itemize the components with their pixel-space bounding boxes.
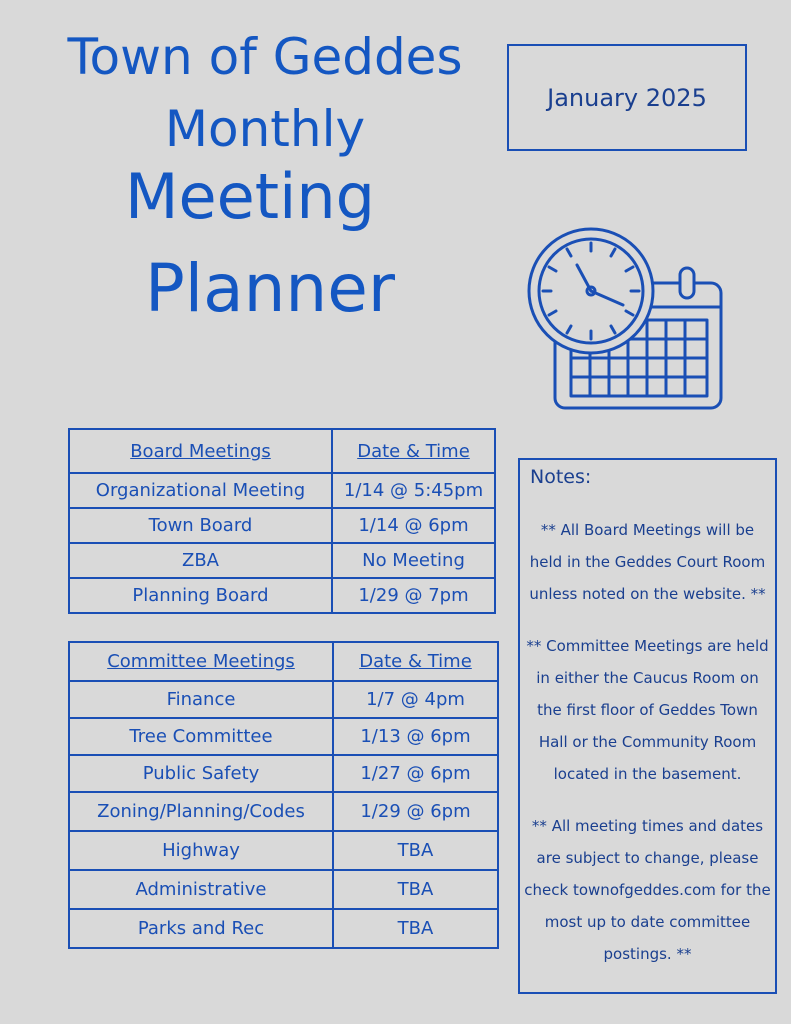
title-line-3: Meeting	[125, 160, 375, 233]
table-row	[69, 718, 498, 755]
meeting-name: ZBA	[69, 543, 332, 578]
note-subject-to-change: ** All meeting times and dates are subject to change, please check townofgeddes.com for the most up to date committee postings. **	[524, 817, 771, 963]
meeting-name: Zoning/Planning/Codes	[69, 792, 333, 831]
committee-header-date: Date & Time	[333, 642, 498, 681]
table-row	[69, 473, 495, 508]
notes-box	[518, 458, 777, 994]
meeting-date: TBA	[333, 909, 498, 948]
meeting-name: Town Board	[69, 508, 332, 543]
notes-heading: Notes:	[530, 466, 592, 488]
table-row	[69, 831, 498, 870]
meeting-date: No Meeting	[332, 543, 495, 578]
meeting-date: 1/14 @ 6pm	[332, 508, 495, 543]
table-row	[69, 578, 495, 613]
meeting-name: Parks and Rec	[69, 909, 333, 948]
meeting-date: 1/7 @ 4pm	[333, 681, 498, 718]
meeting-name: Highway	[69, 831, 333, 870]
meeting-date: TBA	[333, 870, 498, 909]
meeting-name: Finance	[69, 681, 333, 718]
meeting-date: 1/29 @ 6pm	[333, 792, 498, 831]
board-header-name: Board Meetings	[69, 429, 332, 473]
meeting-name: Administrative	[69, 870, 333, 909]
meeting-date: 1/14 @ 5:45pm	[332, 473, 495, 508]
table-header-row	[69, 429, 495, 473]
note-committee-location: ** Committee Meetings are held in either the Caucus Room on the first floor of Geddes Town Hall or the Community Room located in the basement.	[526, 637, 769, 783]
month-box	[507, 44, 747, 151]
meeting-date: TBA	[333, 831, 498, 870]
table-row	[69, 543, 495, 578]
note-board-location: ** All Board Meetings will be held in the Geddes Court Room unless noted on the website. **	[529, 521, 766, 603]
table-row	[69, 909, 498, 948]
table-row	[69, 681, 498, 718]
table-row	[69, 755, 498, 792]
meeting-date: 1/29 @ 7pm	[332, 578, 495, 613]
board-meetings-table	[68, 428, 496, 614]
table-header-row	[69, 642, 498, 681]
meeting-date: 1/27 @ 6pm	[333, 755, 498, 792]
meeting-name: Tree Committee	[69, 718, 333, 755]
title-line-4: Planner	[145, 250, 395, 327]
board-header-date: Date & Time	[332, 429, 495, 473]
table-row	[69, 792, 498, 831]
meeting-name: Public Safety	[69, 755, 333, 792]
committee-header-name: Committee Meetings	[69, 642, 333, 681]
meeting-name: Planning Board	[69, 578, 332, 613]
clock-calendar-icon	[525, 225, 730, 419]
title-line-2: Monthly	[164, 100, 366, 158]
title-line-1: Town of Geddes	[67, 28, 463, 86]
month-label: January 2025	[547, 83, 707, 112]
table-row	[69, 870, 498, 909]
meeting-name: Organizational Meeting	[69, 473, 332, 508]
committee-meetings-table	[68, 641, 499, 949]
table-row	[69, 508, 495, 543]
meeting-date: 1/13 @ 6pm	[333, 718, 498, 755]
